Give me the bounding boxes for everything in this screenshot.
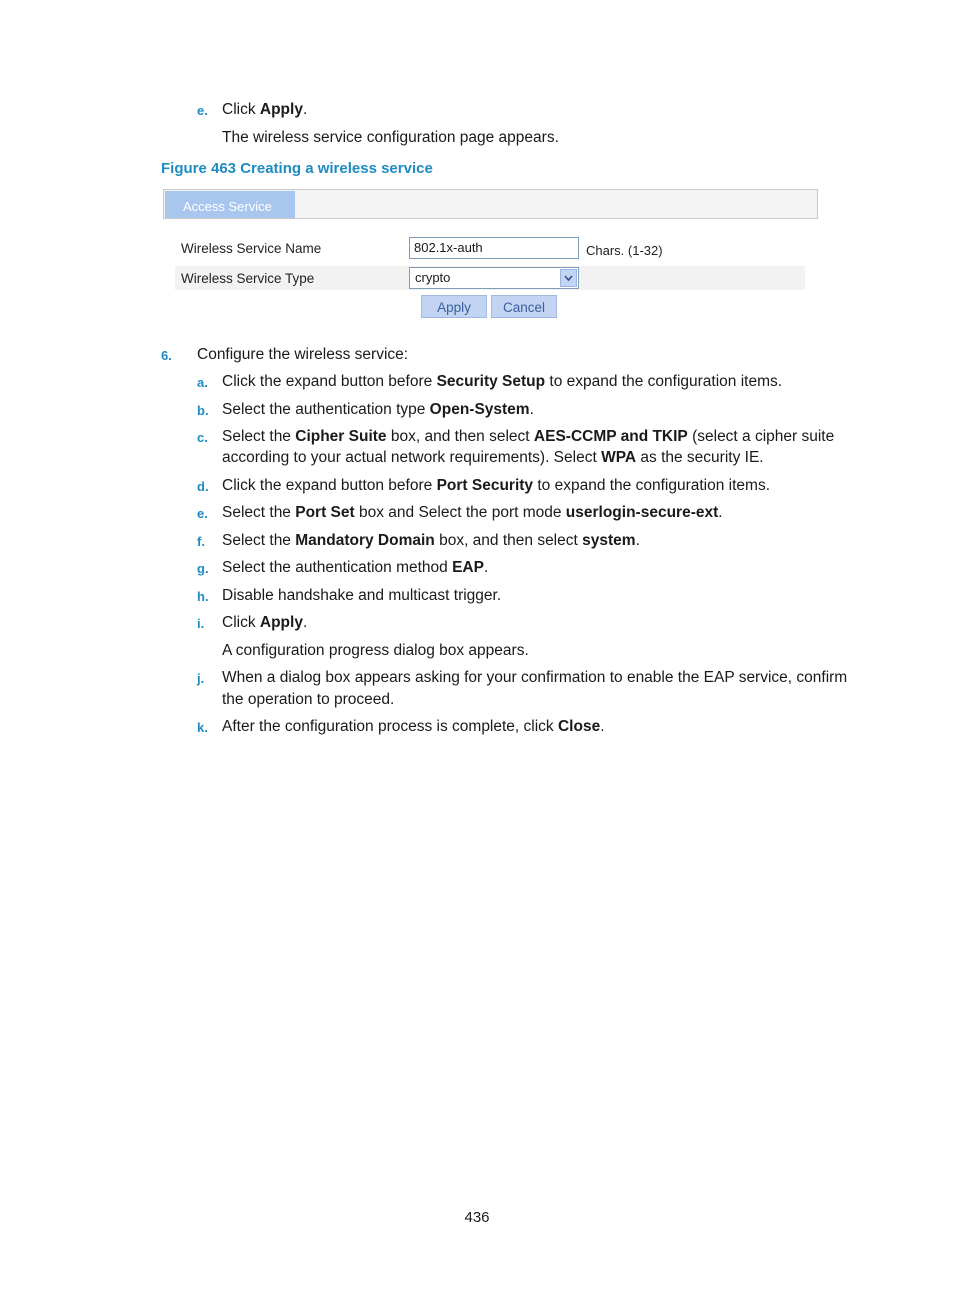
step-6f-marker: f. [197,534,205,549]
step-e-marker: e. [197,103,208,118]
step-6h-marker: h. [197,589,209,604]
step-6j-text-line1: When a dialog box appears asking for your confirmation to enable the EAP service, confirm [222,669,848,686]
step-6k-text: After the configuration process is complete, click Close. [222,718,605,735]
step-6h-text: Disable handshake and multicast trigger. [222,587,502,604]
step-6c-text-line2: according to your actual network requirements). Select WPA as the security IE. [222,449,764,466]
step-6e-text: Select the Port Set box and Select the port mode userlogin-secure-ext. [222,504,723,521]
step-6g-text: Select the authentication method EAP. [222,559,489,576]
tab-bar [163,189,818,219]
service-type-value: crypto [415,270,451,285]
step-6a-text: Click the expand button before Security Setup to expand the configuration items. [222,373,783,390]
tab-access-service[interactable]: Access Service [165,191,295,218]
figure-caption: Figure 463 Creating a wireless service [161,160,433,177]
step-6-text: Configure the wireless service: [197,346,409,363]
step-6i-text: Click Apply. [222,614,308,631]
service-type-select[interactable] [409,267,579,289]
step-6d-marker: d. [197,479,209,494]
apply-button[interactable]: Apply [421,295,487,318]
service-name-input[interactable]: 802.1x-auth [409,237,579,259]
page-number: 436 [464,1209,490,1226]
chevron-down-icon[interactable] [560,269,577,287]
service-name-label: Wireless Service Name [181,241,322,256]
step-6j-text-line2: the operation to proceed. [222,691,395,708]
step-6k-marker: k. [197,720,208,735]
step-6i-result: A configuration progress dialog box appears. [222,642,529,659]
step-6c-text-line1: Select the Cipher Suite box, and then select AES-CCMP and TKIP (select a cipher suite [222,428,835,445]
step-6i-marker: i. [197,616,205,631]
step-e-text: Click Apply. [222,101,308,118]
chars-hint: Chars. (1-32) [586,243,663,258]
step-6j-marker: j. [197,671,205,686]
cancel-button[interactable]: Cancel [491,295,557,318]
step-6b-marker: b. [197,403,209,418]
step-6f-text: Select the Mandatory Domain box, and then select system. [222,532,640,549]
service-type-label: Wireless Service Type [181,271,315,286]
step-e-result: The wireless service configuration page appears. [222,129,559,146]
step-6a-marker: a. [197,375,208,390]
step-6d-text: Click the expand button before Port Security to expand the configuration items. [222,477,770,494]
step-6c-marker: c. [197,430,208,445]
step-6e-marker: e. [197,506,208,521]
step-6g-marker: g. [197,561,209,576]
step-6-marker: 6. [161,348,172,363]
step-6b-text: Select the authentication type Open-System. [222,401,534,418]
